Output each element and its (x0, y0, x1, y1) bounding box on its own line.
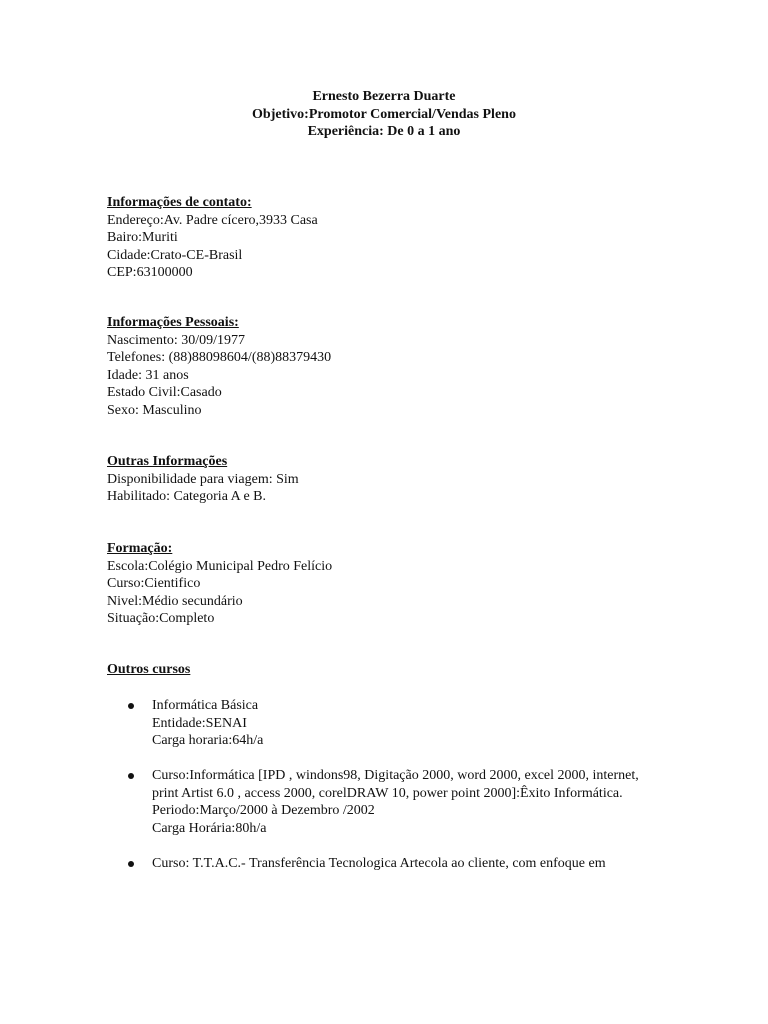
school-line: Escola:Colégio Municipal Pedro Felício (107, 558, 333, 574)
status-line: Situação:Completo (107, 611, 215, 626)
courses-section (107, 661, 707, 679)
bullet-icon (128, 703, 134, 709)
personal-title: Informações Pessoais: (107, 315, 239, 330)
courses-title: Outros cursos (107, 662, 191, 677)
list-item (128, 697, 668, 750)
birth-line: Nascimento: 30/09/1977 (107, 332, 246, 348)
personal-section (107, 314, 707, 419)
courses-list (128, 697, 668, 890)
education-title: Formação: (107, 541, 173, 556)
level-line: Nivel:Médio secundário (107, 593, 243, 609)
license-line: Habilitado: Categoria A e B. (107, 489, 267, 504)
sex-line: Sexo: Masculino (107, 402, 202, 418)
course-line: Informática Básica (152, 698, 259, 713)
age-line: Idade: 31 anos (107, 367, 189, 383)
city-line: Cidade:Crato-CE-Brasil (107, 247, 243, 263)
other-info-title: Outras Informações (107, 454, 228, 469)
list-item (128, 855, 668, 873)
candidate-name: Ernesto Bezerra Duarte (312, 89, 456, 104)
education-section (107, 540, 707, 628)
other-info-section (107, 453, 707, 506)
course-line: Carga Horária:80h/a (152, 820, 267, 836)
resume-header (0, 88, 768, 141)
objective: Objetivo:Promotor Comercial/Vendas Pleno (252, 106, 516, 122)
phones-line: Telefones: (88)88098604/(88)88379430 (107, 350, 332, 365)
course-line: Carga horaria:64h/a (152, 733, 264, 748)
travel-line: Disponibilidade para viagem: Sim (107, 471, 299, 487)
zip-line: CEP:63100000 (107, 265, 193, 280)
neighborhood-line: Bairo:Muriti (107, 230, 178, 245)
experience: Experiência: De 0 a 1 ano (307, 124, 461, 139)
course-line: Periodo:Março/2000 à Dezembro /2002 (152, 803, 375, 818)
list-item (128, 767, 668, 837)
bullet-icon (128, 861, 134, 867)
course-line: Curso: T.T.A.C.- Transferência Tecnologica Artecola ao cliente, com enfoque em (152, 855, 606, 871)
course-line: Entidade:SENAI (152, 715, 247, 731)
bullet-icon (128, 773, 134, 779)
course-line: Curso:Cientifico (107, 576, 201, 591)
address-line: Endereço:Av. Padre cícero,3933 Casa (107, 212, 318, 228)
course-line: Curso:Informática [IPD , windons98, Digitação 2000, word 2000, excel 2000, internet, print Artist 6.0 , access 2000, corelDRAW 10, power point 2000]:Êxito Informática. (152, 768, 639, 801)
contact-title: Informações de contato: (107, 195, 252, 210)
contact-section (107, 194, 707, 282)
marital-status-line: Estado Civil:Casado (107, 385, 222, 400)
